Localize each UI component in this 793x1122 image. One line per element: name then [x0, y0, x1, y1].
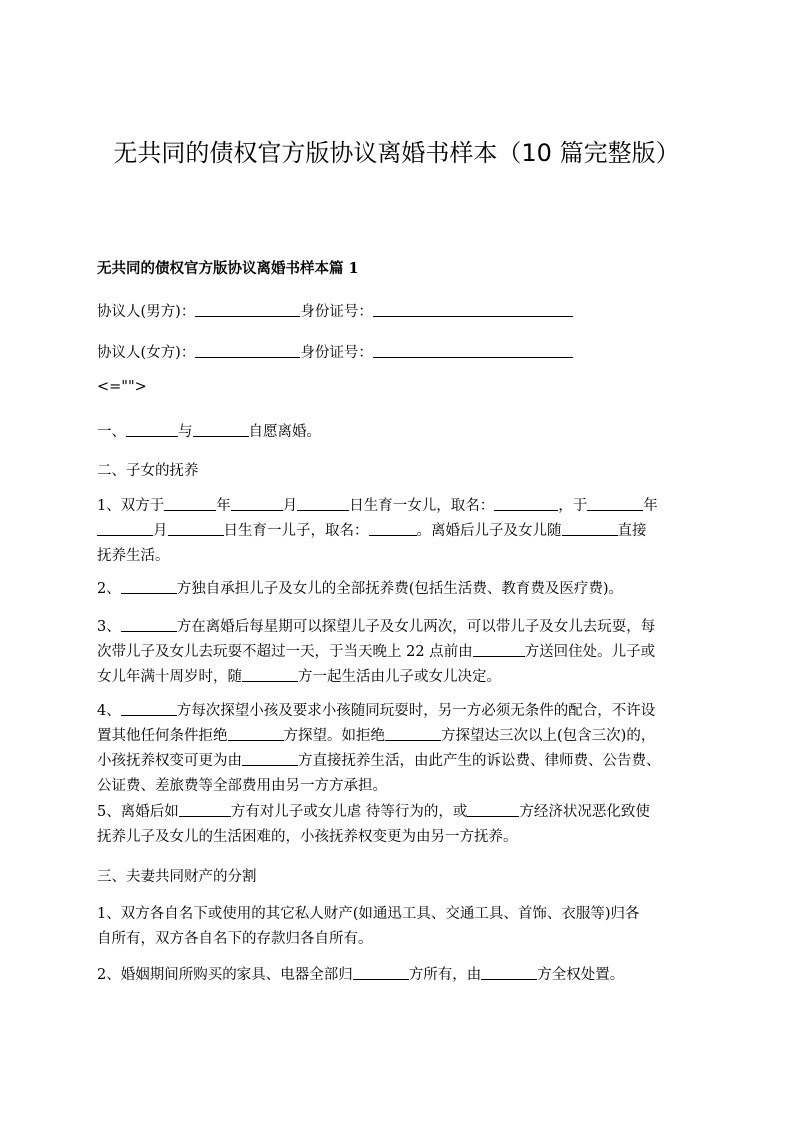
- clause-text: 方所有，由: [408, 967, 482, 983]
- month-blank[interactable]: [231, 495, 283, 511]
- clause-text: 方全权处置。: [537, 967, 625, 983]
- clause-text: 方送回住处。儿子或: [524, 644, 656, 660]
- party-blank[interactable]: [242, 666, 298, 682]
- month-blank[interactable]: [97, 520, 153, 536]
- party-blank[interactable]: [242, 750, 298, 766]
- clause-text: 日生育一女儿，取名：: [349, 498, 495, 514]
- clause-2-3: [97, 615, 707, 690]
- clause-text: 小孩抚养权变可更为由: [97, 753, 242, 769]
- party-blank[interactable]: [193, 421, 249, 437]
- clause-text: 。离婚后儿子及女儿随: [416, 523, 562, 539]
- clause-text: 日生育一儿子，取名：: [223, 523, 369, 539]
- year-blank[interactable]: [164, 495, 216, 511]
- custodian-blank[interactable]: [562, 520, 618, 536]
- clause-text: 2、婚姻期间所购买的家具、电器全部归: [97, 967, 353, 983]
- clause-text: 月: [282, 498, 298, 514]
- clause-2-1: [97, 494, 707, 569]
- clause-text: ，于: [558, 498, 588, 514]
- party-blank[interactable]: [121, 700, 177, 716]
- party-blank[interactable]: [228, 725, 284, 741]
- day-blank[interactable]: [168, 520, 224, 536]
- clause-1: [97, 421, 707, 443]
- clause-text: 方经济状况恶化致使: [519, 804, 650, 820]
- clause-text: 方每次探望小孩及要求小孩随同玩耍时，另一方必须无条件的配合，不许设: [176, 703, 656, 719]
- clause-text: 方有对儿子或女儿虐 待等行为的，或: [230, 804, 468, 820]
- clause-text: 方探望。如拒绝: [283, 728, 385, 744]
- clause-text: 抚养儿子及女儿的生活困难的，小孩抚养权变更为由另一方抚养。: [97, 829, 518, 845]
- party-blank[interactable]: [126, 421, 178, 437]
- clause-2-4: [97, 699, 707, 799]
- clause-text: 置其他任何条件拒绝: [97, 728, 228, 744]
- party-blank[interactable]: [179, 801, 231, 817]
- clause-text: 方独自承担儿子及女儿的全部抚养费(包括生活费、教育费及医疗费)。: [176, 581, 624, 597]
- clause-text: 1、双方各自名下或使用的其它私人财产(如通迅工具、交通工具、首饰、衣服等)归各: [97, 906, 640, 922]
- party-male-line: [97, 301, 707, 323]
- party-blank[interactable]: [467, 801, 519, 817]
- clause-2-5: [97, 800, 707, 850]
- clause-text: 次带儿子及女儿去玩耍不超过一天，于当天晚上 22 点前由: [97, 644, 473, 660]
- party-female-label: 协议人(女方)：: [97, 345, 196, 361]
- clause-text: 年: [216, 498, 231, 514]
- clause-text: 4、: [97, 703, 121, 719]
- clause-text: 自所有，双方各自名下的存款归各自所有。: [97, 931, 373, 947]
- clause-text: 年: [643, 498, 658, 514]
- clause-text: 与: [178, 424, 193, 440]
- male-id-blank[interactable]: [373, 301, 573, 317]
- female-id-label: 身份证号：: [300, 345, 373, 361]
- clause-text: 抚养生活。: [97, 548, 170, 564]
- female-name-blank[interactable]: [195, 342, 300, 358]
- clause-text: 月: [153, 523, 168, 539]
- clause-text: 方一起生活由儿子或女儿决定。: [298, 669, 501, 685]
- clause-text: 公证费、差旅费等全部费用由另一方方承担。: [97, 778, 387, 794]
- party-blank[interactable]: [385, 725, 441, 741]
- party-blank[interactable]: [353, 964, 409, 980]
- clause-text: 自愿离婚。: [248, 424, 321, 440]
- clause-text: 方直接抚养生活，由此产生的诉讼费、律师费、公告费、: [298, 753, 661, 769]
- clause-text: 1、双方于: [97, 498, 165, 514]
- heading-2: 二、子女的抚养: [97, 463, 199, 479]
- clause-text: 直接: [617, 523, 647, 539]
- clause-2-2: [97, 578, 707, 600]
- code-line: <="">: [97, 379, 147, 395]
- male-id-label: 身份证号：: [300, 304, 373, 320]
- clause-text: 3、: [97, 619, 121, 635]
- heading-3: 三、夫妻共同财产的分割: [97, 869, 257, 885]
- clause-3-1: [97, 902, 707, 952]
- party-blank[interactable]: [473, 641, 525, 657]
- document-title: 无共同的债权官方版协议离婚书样本（10 篇完整版）: [113, 139, 680, 167]
- clause-text: 方探望达三次以上(包含三次)的，: [441, 728, 656, 744]
- female-id-blank[interactable]: [373, 342, 573, 358]
- clause-text: 2、: [97, 581, 121, 597]
- clause-3-2: [97, 964, 707, 986]
- clause-text: 方在离婚后每星期可以探望儿子及女儿两次，可以带儿子及女儿去玩耍，每: [176, 619, 656, 635]
- party-blank[interactable]: [121, 578, 177, 594]
- party-blank[interactable]: [121, 616, 177, 632]
- clause-text: 5、离婚后如: [97, 804, 179, 820]
- male-name-blank[interactable]: [195, 301, 300, 317]
- clause-text: 一、: [97, 424, 126, 440]
- day-blank[interactable]: [297, 495, 349, 511]
- section-title: 无共同的债权官方版协议离婚书样本篇 1: [97, 260, 359, 277]
- party-blank[interactable]: [481, 964, 537, 980]
- son-name-blank[interactable]: [369, 520, 417, 536]
- year-blank[interactable]: [587, 495, 643, 511]
- clause-text: 女儿年满十周岁时，随: [97, 669, 242, 685]
- daughter-name-blank[interactable]: [494, 495, 558, 511]
- party-male-label: 协议人(男方)：: [97, 304, 196, 320]
- party-female-line: [97, 342, 707, 364]
